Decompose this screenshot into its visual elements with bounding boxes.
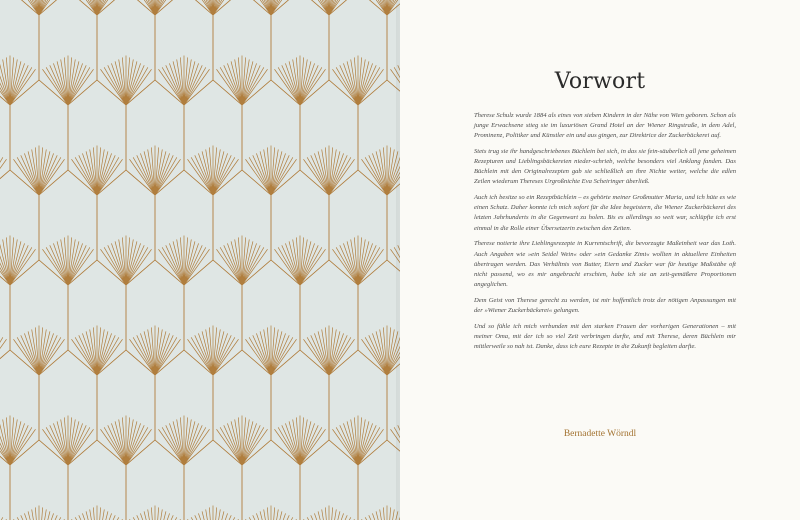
text-page [400, 0, 800, 520]
paragraph-1: Therese Schulz wurde 1884 als eines von sieben Kindern in der Nähe von Wien geboren. Schon als junge Erwachsene stieg sie im luxuriösen Grand Hotel an der Wiener Ringstraße, in dem Adel, Prominenz, Politiker und Künstler ein und aus gingen, zur Direktrice der Zuckerbäckerei auf. [474, 112, 736, 140]
paragraph-3: Auch ich besitze so ein Rezeptbüchlein – es gehörte meiner Großmutter Maria, und ich hüte es wie einen Schatz. Daher konnte ich mich sofort für die Idee begeistern, die Wiener Zuckerbäckerei des letzten Jahrhunderts in die Gegenwart zu holen. Bis es allerdings so weit war, schlüpfte ich erst einmal in die Rolle einer Übersetzerin zwischen den Zeiten. [474, 194, 736, 232]
page-title: Vorwort [554, 69, 646, 94]
paragraph-6: Und so fühle ich mich verbunden mit den starken Frauen der vorherigen Generationen – mit meiner Oma, mit der ich so viel Zeit verbringen durfte, und mit Therese, deren Büchlein mir mittlerweile so nah ist. Danke, dass ich eure Rezepte in die Zukunft begleiten darfte. [474, 322, 736, 350]
paragraph-4: Therese notierte ihre Lieblingsrezepte in Kurrentschrift, die bevorzugte Maßeinheit war das Loth. Auch Angaben wie »ein Seidel Wein« oder »ein Gedanke Zimt« wollten in aktuellere Einheiten übertragen werden. Das Verhältnis von Butter, Eiern und Zucker war für heutige Maßstäbe oft nicht passend, wo es mir angebracht erschien, habe ich sie an zeit-gemäßere Proportionen angeglichen. [474, 240, 736, 288]
foreword-text [474, 111, 736, 358]
paragraph-5: Dem Geist von Therese gerecht zu werden, ist mir hoffentlich trotz der nötigen Anpassungen mit der »Wiener Zuckerbäckerei« gelungen. [474, 296, 736, 314]
author-signature: Bernadette Wörndl [563, 429, 637, 439]
paragraph-2: Stets trug sie ihr handgeschriebenes Büchlein bei sich, in das sie fein-säuberlich all jene geheimen Rezepturen und Lieblingsbäckereien nieder-schrieb, welche besonders viel Anklang fanden. Das Büchlein mit den Originalrezepten gab sie schließlich an ihre Nichte weiter, welche die edlen Zeilen wiederum Thereses Urgroßnichte Eva Scheiringer überließ. [474, 148, 736, 186]
